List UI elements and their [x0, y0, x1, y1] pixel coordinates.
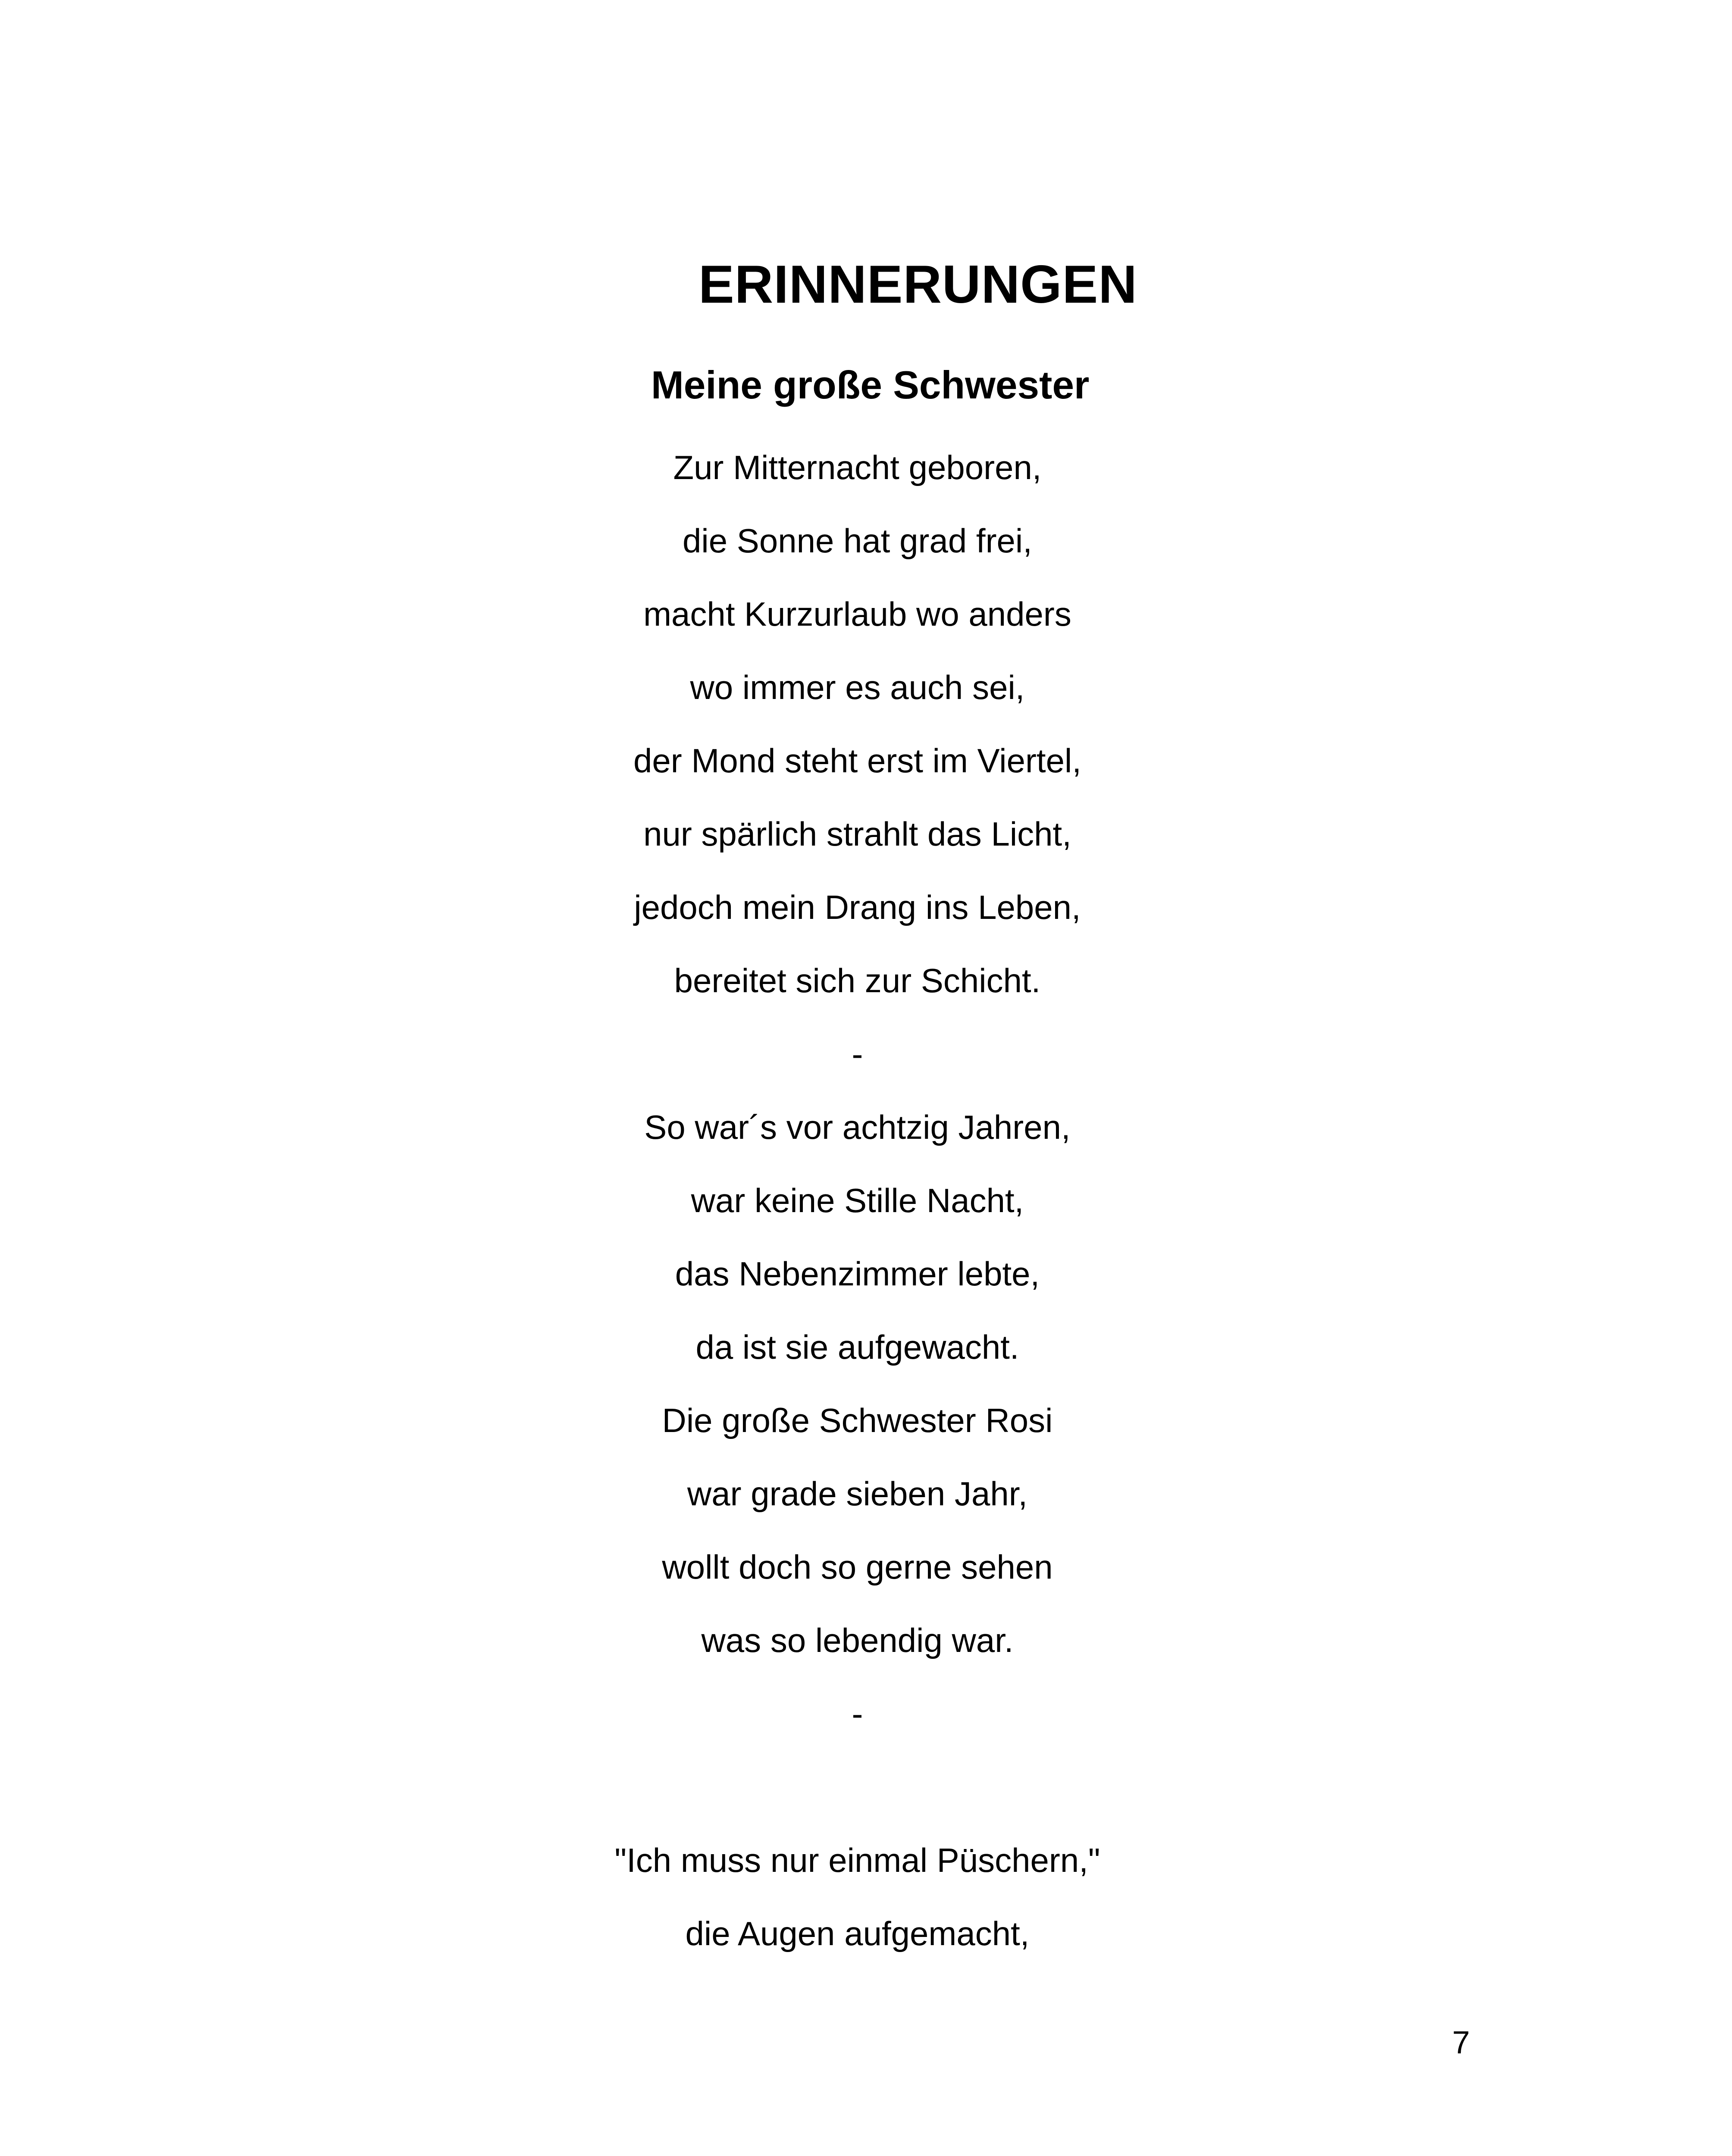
poem-title: Meine große Schwester: [651, 364, 1090, 407]
poem-line: So war´s vor achtzig Jahren,: [644, 1108, 1071, 1146]
poem-line: war grade sieben Jahr,: [687, 1475, 1028, 1513]
poem-line: was so lebendig war.: [701, 1621, 1014, 1659]
stanza-separator: -: [852, 1035, 863, 1073]
poem-line: war keine Stille Nacht,: [691, 1181, 1024, 1219]
poem-line: das Nebenzimmer lebte,: [675, 1255, 1040, 1293]
poem-line: macht Kurzurlaub wo anders: [643, 595, 1071, 633]
poem-line: "Ich muss nur einmal Püschern,": [614, 1841, 1100, 1879]
poem-line: wo immer es auch sei,: [690, 668, 1025, 706]
poem-line: da ist sie aufgewacht.: [695, 1328, 1019, 1366]
poem-line: bereitet sich zur Schicht.: [674, 962, 1041, 1000]
poem-line: Zur Mitternacht geboren,: [673, 448, 1042, 486]
poem-line: der Mond steht erst im Viertel,: [633, 742, 1081, 780]
page-number: 7: [1452, 2024, 1470, 2060]
poem-line: die Augen aufgemacht,: [685, 1915, 1030, 1952]
poem-line: nur spärlich strahlt das Licht,: [643, 815, 1071, 853]
poem-line: jedoch mein Drang ins Leben,: [634, 888, 1081, 926]
stanza-separator: -: [852, 1695, 863, 1733]
document-title: ERINNERUNGEN: [698, 255, 1137, 314]
poem-line: wollt doch so gerne sehen: [662, 1548, 1053, 1586]
poem-line: die Sonne hat grad frei,: [683, 522, 1032, 560]
poem-line: Die große Schwester Rosi: [662, 1401, 1053, 1439]
